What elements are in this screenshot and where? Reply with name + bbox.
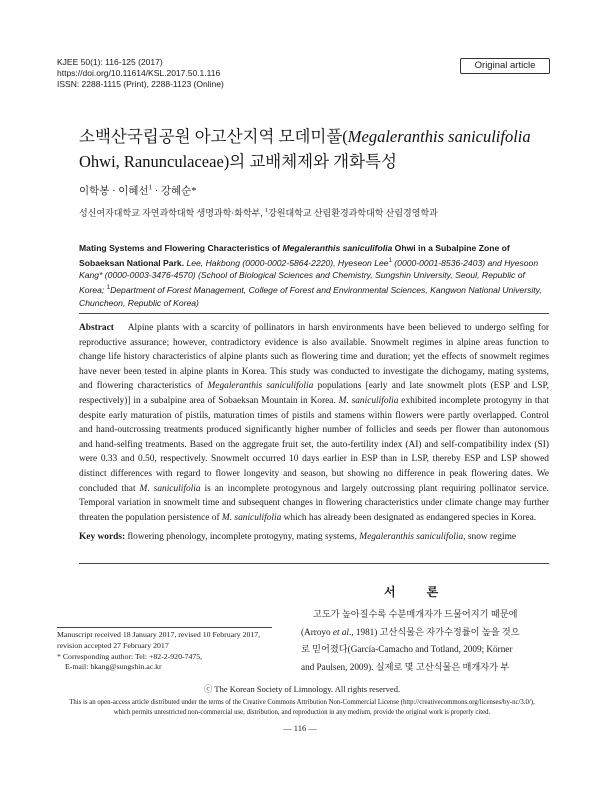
- copyright-line: ⓒ The Korean Society of Limnology. All rights reserved.: [203, 684, 401, 694]
- footnote-rule: [57, 627, 272, 628]
- intro-line-3: 로 믿어졌다(García-Camacho and Totland, 2009; Körner: [301, 644, 513, 654]
- keywords-species: Megaleranthis saniculifolia: [359, 532, 464, 542]
- affiliation-main: 성신여자대학교 자연과학대학 생명과학·화학부,: [79, 208, 263, 218]
- title-species: Megaleranthis saniculifolia: [347, 127, 531, 146]
- abstract: [79, 321, 549, 525]
- author-separator: ·: [154, 186, 159, 197]
- intro-line-2a: (Arroyo: [301, 626, 333, 637]
- abstract-species-2: M. saniculifolia: [338, 395, 399, 406]
- license-notice: [57, 684, 547, 718]
- title-part1: 소백산국립공원 아고산지역 모데미풀(: [79, 127, 348, 146]
- paper-title: [79, 124, 549, 174]
- abstract-species-4: M. saniculifolia: [221, 512, 282, 523]
- author-2-affil-mark: 1: [148, 183, 153, 192]
- journal-citation: KJEE 50(1): 116-125 (2017): [57, 57, 163, 67]
- keywords-text-2: , snow regime: [463, 532, 517, 542]
- affiliation-korean: [79, 206, 438, 219]
- introduction-text: [301, 606, 549, 676]
- english-authors-mark: 1: [388, 257, 392, 264]
- page-number: — 116 —: [283, 723, 317, 733]
- abstract-bottom-rule: [79, 563, 549, 564]
- english-title-a: Mating Systems and Flowering Characteristics of: [79, 243, 283, 253]
- english-affiliation-a: (School of Biological Sciences and Chemistry, Sungshin University, Seoul, Republic of Korea;: [79, 270, 525, 296]
- english-title-species: Megaleranthis saniculifolia: [282, 243, 393, 253]
- authors-korean: [79, 183, 197, 198]
- affiliation-second: 강원대학교 산림환경과학대학 산림경영학과: [268, 208, 438, 218]
- abstract-text-2: populations [early and late snowmelt plots (ESP and LSP, respectively)] in a subalpine area of Sobaeksan Mountain in Korea.: [79, 381, 549, 406]
- license-line-1: This is an open-access article distributed under the terms of the Creative Commons Attribution Non-Commercial License (http://creativecommons.org/licenses/by-nc/3.0/),: [69, 699, 535, 706]
- license-line-2: which permits unrestricted non-commercial use, distribution, and reproduction in any medium, provide the original work is properly cited.: [113, 709, 491, 716]
- english-authors: Lee, Hakbong (0000-0002-5864-2220), Hyeseon Lee: [184, 257, 389, 268]
- english-affiliation-mark: 1: [106, 285, 111, 292]
- english-title-block: [79, 242, 549, 310]
- english-title-b: Ohwi in a Subalpine Zone of Sobaeksan National Park.: [79, 243, 510, 268]
- manuscript-received: Manuscript received 18 January 2017, revised 10 February 2017,: [57, 630, 261, 639]
- abstract-species-3: M. saniculifolia: [139, 483, 201, 494]
- intro-line-2-italic: et al: [332, 626, 349, 637]
- abstract-text-1: Alpine plants with a scarcity of pollinators in harsh environments have been believed to undergo selfing for reproductive assurance; however, contradictory evidence is also available. Snowmelt regimes in alpine areas function to change life history characteristics of alpine plants such as flowering time and duration; yet the effects of snowmelt regimes have never been tested in alpine plants in Korea. This study was conducted to investigate the dichogamy, mating systems, and flowering characteristics of: [79, 323, 550, 392]
- author-1: 이학봉: [79, 186, 110, 197]
- author-2: 이혜선: [118, 186, 149, 197]
- intro-line-2b: ., 1981) 고산식물은 자가수정률이 높을 것으: [348, 626, 520, 637]
- keywords-text: flowering phenology, incomplete protogyny, mating systems,: [125, 532, 360, 542]
- journal-info: [57, 57, 224, 90]
- abstract-text-5: which has already been designated as endangered species in Korea.: [281, 512, 537, 523]
- abstract-top-rule: [79, 313, 549, 314]
- abstract-text-3: exhibited incomplete protogyny in that despite early maturation of pistils, maturation times of pistils and stamens within flowers were partly overlapped. Control and hand-outcrossing treatments produced significantly higher number of follicles and seeds per flower than autonomous and hand-selfing treatments. Based on the aggregate fruit set, the auto-fertility index (AI) and self-compatibility index (SI) were 0.33 and 0.50, respectively. Snowmelt occurred 10 days earlier in ESP than in LSP, thereby ESP and LSP showed distinct differences with regard to flower longevity and season, but showing no difference in peak flowering dates. We concluded that: [79, 395, 549, 494]
- intro-line-1: 고도가 높아질수록 수분매개자가 드물어지기 때문에: [313, 609, 518, 619]
- corresponding-email[interactable]: E-mail: hkang@sungshin.ac.kr: [65, 662, 162, 672]
- abstract-label: Abstract: [79, 323, 114, 333]
- manuscript-accepted: revision accepted 27 February 2017: [57, 640, 169, 650]
- section-heading-introduction: 서 론: [384, 585, 453, 599]
- article-type-badge: Original article: [460, 58, 550, 74]
- keywords-label: Key words:: [79, 532, 126, 542]
- abstract-text-4: is an incomplete protogynous and largely outcrossing plant requiring pollinator service. Temporal variation in snowmelt time and subsequent changes in flowering characteristics under climate change may further threaten the population persistence of: [79, 483, 550, 523]
- issn: ISSN: 2288-1115 (Print), 2288-1123 (Online): [57, 79, 224, 89]
- corresponding-author: * Corresponding author: Tel: +82-2-920-7475,: [57, 651, 203, 661]
- title-part2: Ohwi, Ranunculaceae)의 교배체제와 개화특성: [79, 152, 397, 171]
- english-affiliation-b: Department of Forest Management, College of Forest and Environmental Sciences, Kangwon National University, Chuncheon, Republic of Korea): [79, 285, 542, 308]
- author-3: 강혜순*: [160, 186, 197, 197]
- affiliation-mark: 1: [264, 207, 269, 214]
- english-authors-b: (0000-0001-8536-2403) and Hyesoon Kang* (0000-0003-3476-4570): [79, 257, 539, 281]
- doi-link[interactable]: https://doi.org/10.11614/KSL.2017.50.1.116: [57, 68, 221, 78]
- abstract-species-1: Megaleranthis saniculifolia: [207, 381, 314, 392]
- manuscript-footnote: [57, 630, 272, 673]
- keywords: [79, 531, 549, 545]
- author-separator: ·: [112, 186, 116, 197]
- intro-line-2: [301, 624, 549, 642]
- intro-line-4: and Paulsen, 2009). 실제로 몇 고산식물은 매개자가 부: [301, 661, 510, 672]
